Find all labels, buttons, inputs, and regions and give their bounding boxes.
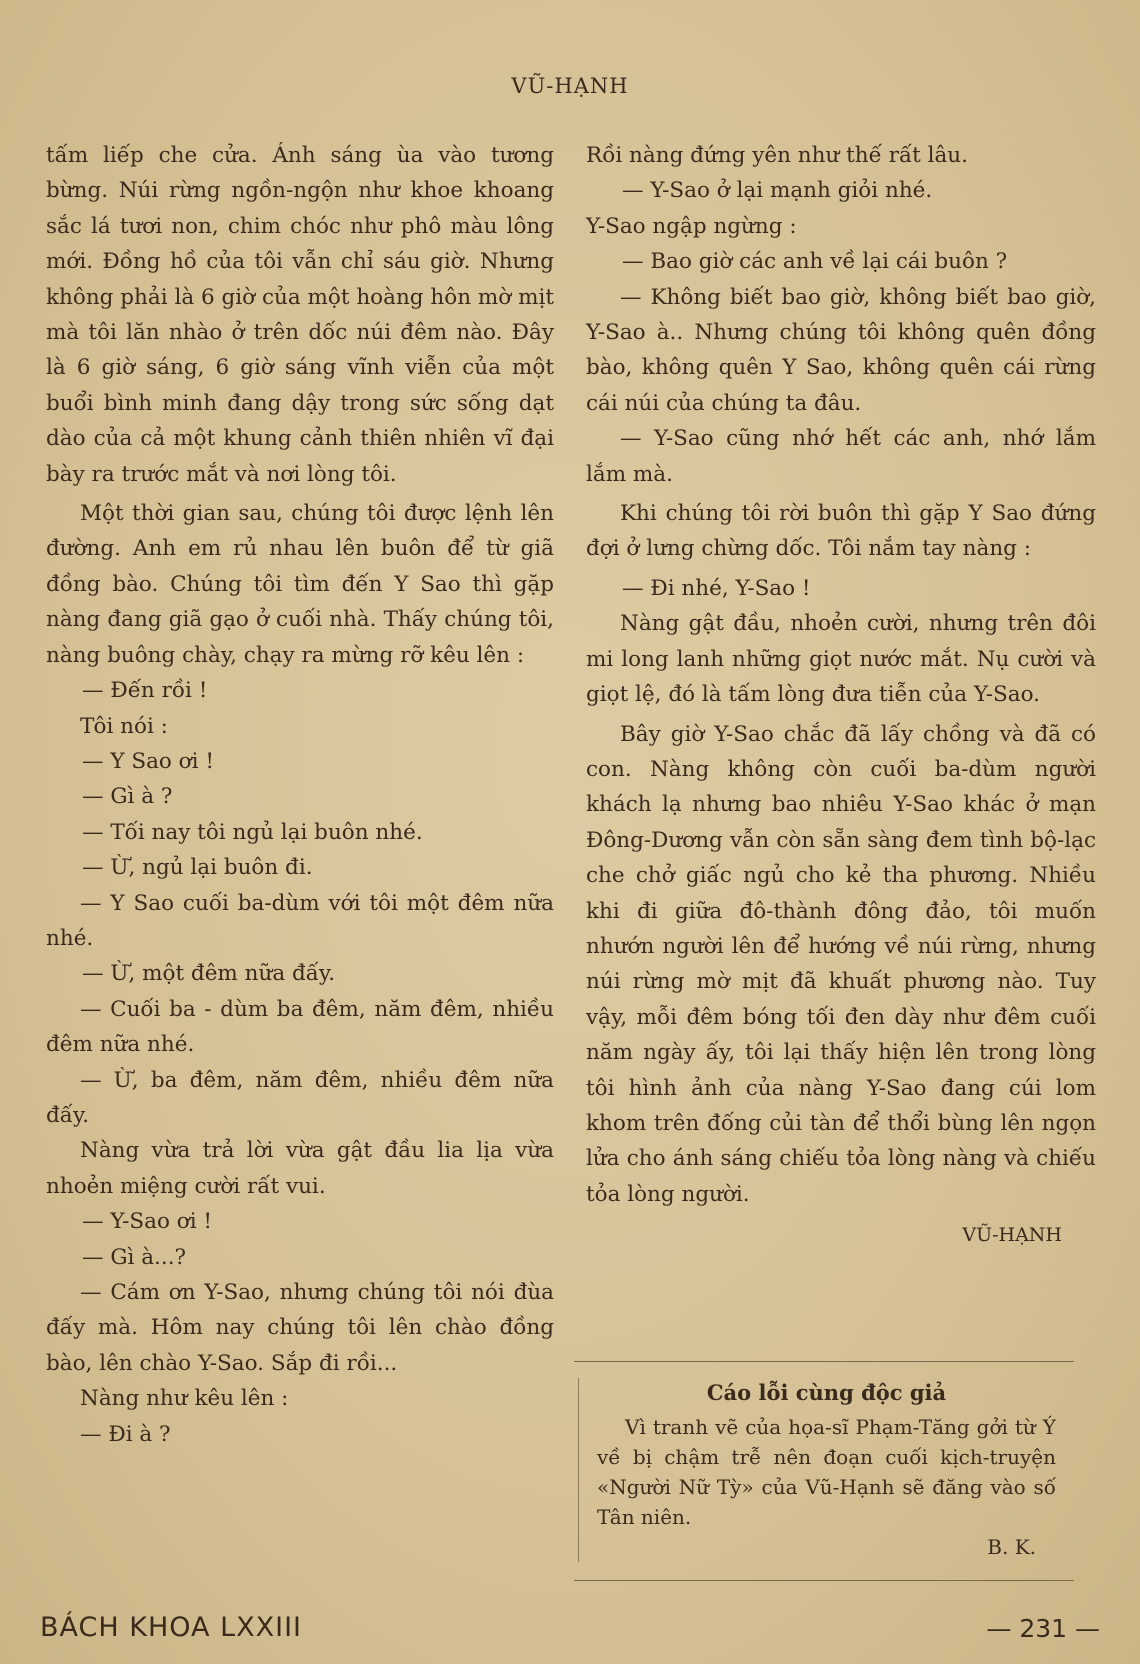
paragraph: Bây giờ Y-Sao chắc đã lấy chồng và đã có con. Nàng không còn cuối ba-dùm người khách lạ nhưng bao nhiêu Y-Sao khác ở mạn Đông-Dương vẫn còn sẵn sàng đem tình bộ-lạc che chở giấc ngủ cho kẻ tha phương. Nhiều khi đi giữa đô-thành đông đảo, tôi muốn nhướn người lên để hướng về núi rừng, nhưng núi rừng mờ mịt đã khuất phương nào. Tuy vậy, mỗi đêm bóng tối đen dày như đêm cuối năm ngày ấy, tôi lại thấy hiện lên trong lòng tôi hình ảnh của nàng Y-Sao đang cúi lom khom trên đống củi tàn để thổi bùng lên ngọn lửa cho ánh sáng chiếu tỏa lòng nàng và chiếu tỏa lòng người. bbox=[586, 721, 1096, 1207]
notice-body: Vì tranh vẽ của họa-sĩ Phạm-Tăng gởi từ Ý về bị chậm trễ nên đoạn cuối kịch-truyện «Người Nữ Tỳ» của Vũ-Hạnh sẽ đăng vào số Tân niên. bbox=[597, 1415, 1056, 1529]
paragraph: Nàng vừa trả lời vừa gật đầu lia lịa vừa nhoẻn miệng cười rất vui. bbox=[46, 1138, 554, 1199]
paragraph: — Y Sao cuối ba-dùm với tôi một đêm nữa nhé. bbox=[46, 890, 554, 951]
paragraph: — Đi nhé, Y-Sao ! bbox=[622, 575, 811, 601]
paragraph: — Ừ, ba đêm, năm đêm, nhiều đêm nữa đấy. bbox=[46, 1067, 554, 1128]
paragraph: — Đến rồi ! bbox=[82, 678, 208, 704]
page-number: — 231 — bbox=[986, 1614, 1100, 1643]
paragraph: — Đi à ? bbox=[80, 1421, 171, 1447]
paragraph: Tôi nói : bbox=[80, 713, 168, 739]
magazine-footer: BÁCH KHOA LXXIII bbox=[40, 1612, 303, 1643]
paragraph: — Gì à ? bbox=[82, 784, 173, 810]
paragraph: — Cuối ba - dùm ba đêm, năm đêm, nhiều đêm nữa nhé. bbox=[46, 996, 554, 1058]
notice-bottom-rule bbox=[574, 1580, 1074, 1581]
paragraph: Một thời gian sau, chúng tôi được lệnh lên đường. Anh em rủ nhau lên buôn để từ giã đồng bào. Chúng tôi tìm đến Y Sao thì gặp nàng đang giã gạo ở cuối nhà. Thấy chúng tôi, nàng buông chày, chạy ra mừng rỡ kêu lên : bbox=[46, 501, 554, 668]
paragraph: — Y-Sao ơi ! bbox=[82, 1209, 213, 1235]
paragraph: tấm liếp che cửa. Ánh sáng ùa vào tương bừng. Núi rừng ngồn-ngộn như khoe khoang sắc lá tươi non, chim chóc như phô màu lông mới. Đồng hồ của tôi vẫn chỉ sáu giờ. Nhưng không phải là 6 giờ của một hoàng hôn mờ mịt mà tôi lăn nhào ở trên dốc núi đêm nào. Đây là 6 giờ sáng, 6 giờ sáng vĩnh viễn của một buổi bình minh đang dậy trong sức sống dạt dào của cả một khung cảnh thiên nhiên vĩ đại bày ra trước mắt và nơi lòng tôi. bbox=[46, 143, 554, 487]
paragraph: — Không biết bao giờ, không biết bao giờ, Y-Sao à.. Nhưng chúng tôi không quên đồng bào, không quên Y Sao, không quên cái rừng cái núi của chúng ta đâu. bbox=[586, 284, 1096, 416]
paragraph: — Ừ, một đêm nữa đấy. bbox=[82, 961, 336, 987]
paragraph: Rồi nàng đứng yên như thế rất lâu. bbox=[586, 143, 968, 168]
paragraph: — Cám ơn Y-Sao, nhưng chúng tôi nói đùa đấy mà. Hôm nay chúng tôi lên chào đồng bào, lên chào Y-Sao. Sắp đi rồi... bbox=[46, 1280, 554, 1376]
notice-box bbox=[578, 1378, 1074, 1562]
paragraph: Khi chúng tôi rời buôn thì gặp Y Sao đứng đợi ở lưng chừng dốc. Tôi nắm tay nàng : bbox=[586, 501, 1096, 562]
notice-signature: B. K. bbox=[987, 1535, 1036, 1559]
paragraph: — Tối nay tôi ngủ lại buôn nhé. bbox=[82, 819, 423, 845]
running-head: VŨ-HẠNH bbox=[511, 74, 629, 98]
left-column bbox=[46, 138, 554, 1452]
paragraph: Nàng như kêu lên : bbox=[80, 1386, 289, 1412]
notice-title: Cáo lỗi cùng độc giả bbox=[706, 1380, 947, 1405]
paragraph: — Gì à...? bbox=[82, 1244, 187, 1270]
author-signature: VŨ-HẠNH bbox=[962, 1224, 1062, 1247]
paragraph: Nàng gật đầu, nhoẻn cười, nhưng trên đôi mi long lanh những giọt nước mắt. Nụ cười và giọt lệ, đó là tấm lòng đưa tiễn của Y-Sao. bbox=[586, 611, 1096, 708]
paragraph: — Y-Sao ở lại mạnh giỏi nhé. bbox=[622, 178, 933, 204]
notice-top-rule bbox=[574, 1361, 1074, 1362]
right-column bbox=[586, 138, 1096, 1254]
paragraph: — Bao giờ các anh về lại cái buôn ? bbox=[622, 249, 1008, 275]
paragraph: Y-Sao ngập ngừng : bbox=[586, 213, 797, 239]
paragraph: — Y Sao ơi ! bbox=[82, 748, 214, 774]
paragraph: — Ừ, ngủ lại buôn đi. bbox=[82, 855, 313, 881]
paragraph: — Y-Sao cũng nhớ hết các anh, nhớ lắm lắm mà. bbox=[586, 426, 1096, 487]
